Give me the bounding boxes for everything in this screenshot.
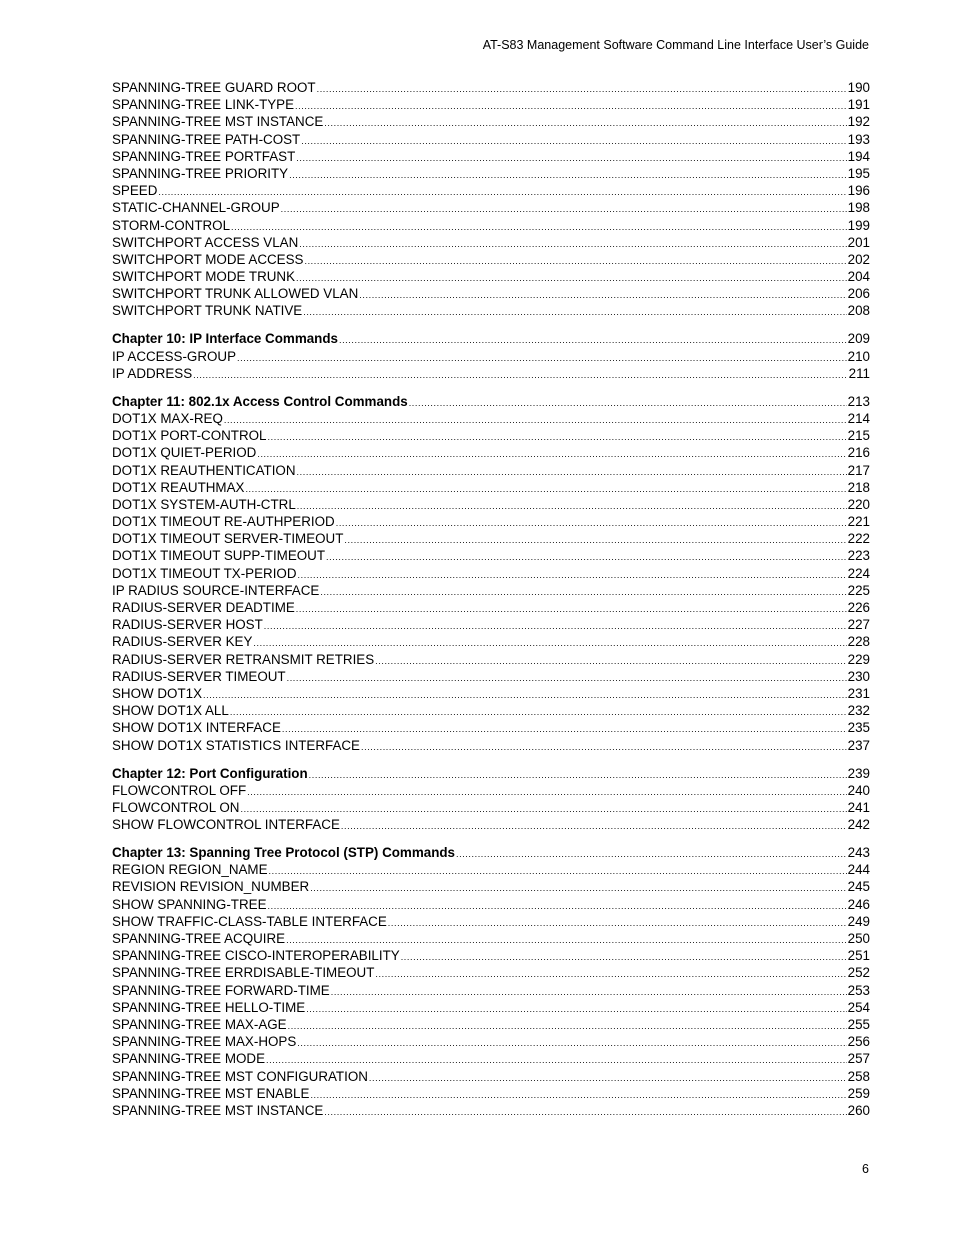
dot-leader (388, 915, 847, 930)
page-ref: 239 (847, 765, 870, 781)
page-ref: 243 (847, 845, 870, 861)
toc-entry[interactable] (112, 651, 870, 668)
page-ref: 217 (847, 462, 870, 478)
page-ref: 221 (847, 514, 870, 530)
entry-title: DOT1X SYSTEM-AUTH-CTRL (112, 496, 296, 512)
page-ref: 194 (847, 148, 870, 164)
dot-leader (288, 1018, 847, 1033)
dot-leader (257, 446, 846, 461)
toc-entry[interactable] (112, 547, 870, 564)
toc-entry[interactable] (112, 633, 870, 650)
dot-leader (298, 567, 847, 582)
page-ref: 210 (847, 348, 870, 364)
dot-leader (317, 81, 847, 96)
page-ref: 225 (847, 582, 870, 598)
entry-title: IP ADDRESS (112, 365, 193, 381)
page-ref: 231 (847, 685, 870, 701)
toc-entry[interactable] (112, 444, 870, 461)
dot-leader (296, 601, 847, 616)
dot-leader (306, 1001, 846, 1016)
dot-leader (339, 332, 847, 347)
dot-leader (230, 704, 847, 719)
toc-entry[interactable] (112, 96, 870, 113)
toc-entry[interactable] (112, 427, 870, 444)
dot-leader (324, 115, 846, 130)
page-ref: 235 (847, 720, 870, 736)
entry-title: SHOW TRAFFIC-CLASS-TABLE INTERFACE (112, 913, 387, 929)
entry-title: SPANNING-TREE GUARD ROOT (112, 80, 316, 95)
page-ref: 242 (847, 817, 870, 833)
toc-entry[interactable] (112, 964, 870, 981)
entry-title: SPANNING-TREE PORTFAST (112, 148, 296, 164)
toc-entry[interactable] (112, 165, 870, 182)
dot-leader (203, 687, 847, 702)
dot-leader (304, 253, 846, 268)
dot-leader (253, 635, 846, 650)
dot-leader (401, 949, 847, 964)
toc-entry[interactable] (112, 685, 870, 702)
entry-title: DOT1X TIMEOUT RE-AUTHPERIOD (112, 514, 335, 530)
page-ref: 237 (847, 737, 870, 753)
page-ref: 202 (847, 251, 870, 267)
page-ref: 230 (847, 668, 870, 684)
dot-leader (361, 739, 847, 754)
toc-entry[interactable] (112, 285, 870, 302)
chapter-title: Chapter 10: IP Interface Commands (112, 331, 338, 347)
entry-title: RADIUS-SERVER HOST (112, 617, 263, 633)
entry-title: STORM-CONTROL (112, 217, 231, 233)
entry-title: DOT1X TIMEOUT SUPP-TIMEOUT (112, 548, 326, 564)
page-ref: 191 (847, 97, 870, 113)
page-ref: 252 (847, 965, 870, 981)
page-ref: 214 (847, 410, 870, 426)
toc-entry[interactable] (112, 199, 870, 216)
dot-leader (247, 784, 847, 799)
page-ref: 204 (847, 269, 870, 285)
entry-title: IP RADIUS SOURCE-INTERFACE (112, 582, 320, 598)
toc-entry[interactable] (112, 113, 870, 130)
toc-section (112, 79, 870, 320)
toc-entry[interactable] (112, 982, 870, 999)
entry-title: SPANNING-TREE MST INSTANCE (112, 114, 324, 130)
page-ref: 226 (847, 600, 870, 616)
entry-title: SPANNING-TREE HELLO-TIME (112, 999, 306, 1015)
dot-leader (268, 898, 847, 913)
dot-leader (301, 133, 846, 148)
entry-title: SPANNING-TREE MST INSTANCE (112, 1102, 324, 1118)
page-ref: 224 (847, 565, 870, 581)
entry-title: SPANNING-TREE MST ENABLE (112, 1085, 310, 1101)
toc-entry[interactable] (112, 947, 870, 964)
page-ref: 227 (847, 617, 870, 633)
toc-entry[interactable] (112, 582, 870, 599)
dot-leader (158, 184, 846, 199)
toc-entry[interactable] (112, 930, 870, 947)
page-ref: 195 (847, 165, 870, 181)
dot-leader (268, 429, 847, 444)
toc-entry[interactable] (112, 251, 870, 268)
toc-entry[interactable] (112, 268, 870, 285)
dot-leader (296, 270, 847, 285)
toc-entry[interactable] (112, 365, 870, 382)
entry-title: FLOWCONTROL OFF (112, 782, 247, 798)
entry-title: RADIUS-SERVER TIMEOUT (112, 668, 286, 684)
dot-leader (331, 984, 847, 999)
page-ref: 220 (847, 496, 870, 512)
dot-leader (324, 1104, 846, 1119)
toc-entry[interactable] (112, 616, 870, 633)
page-ref: 198 (847, 200, 870, 216)
dot-leader (297, 1035, 846, 1050)
entry-title: SPANNING-TREE FORWARD-TIME (112, 982, 330, 998)
entry-title: DOT1X MAX-REQ (112, 410, 223, 426)
page-ref: 256 (847, 1034, 870, 1050)
page-number: 6 (862, 1162, 869, 1176)
entry-title: STATIC-CHANNEL-GROUP (112, 200, 280, 216)
toc-entry[interactable] (112, 782, 870, 799)
page-ref: 223 (847, 548, 870, 564)
chapter-title: Chapter 13: Spanning Tree Protocol (STP) Commands (112, 845, 455, 861)
page-ref: 240 (847, 782, 870, 798)
entry-title: SPANNING-TREE CISCO-INTEROPERABILITY (112, 948, 400, 964)
toc-entry[interactable] (112, 148, 870, 165)
toc-entry[interactable] (112, 1068, 870, 1085)
dot-leader (299, 236, 846, 251)
entry-title: DOT1X REAUTHMAX (112, 479, 245, 495)
page-ref: 254 (847, 999, 870, 1015)
dot-leader (269, 863, 847, 878)
toc-entry[interactable] (112, 182, 870, 199)
page-ref: 216 (847, 445, 870, 461)
toc-entry[interactable] (112, 896, 870, 913)
dot-leader (231, 219, 847, 234)
toc-section (112, 765, 870, 834)
dot-leader (369, 1070, 847, 1085)
dot-leader (264, 618, 847, 633)
toc-entry[interactable] (112, 861, 870, 878)
toc-entry[interactable] (112, 565, 870, 582)
dot-leader (295, 98, 847, 113)
dot-leader (320, 584, 846, 599)
dot-leader (281, 201, 847, 216)
entry-title: SHOW FLOWCONTROL INTERFACE (112, 817, 340, 833)
toc-entry[interactable] (112, 816, 870, 833)
dot-leader (309, 767, 847, 782)
page-ref: 201 (847, 234, 870, 250)
dot-leader (375, 653, 847, 668)
toc-entry[interactable] (112, 719, 870, 736)
table-of-contents (112, 79, 870, 1119)
dot-leader (310, 1087, 846, 1102)
dot-leader (310, 880, 846, 895)
entry-title: DOT1X TIMEOUT TX-PERIOD (112, 565, 297, 581)
entry-title: SHOW DOT1X ALL (112, 703, 229, 719)
entry-title: RADIUS-SERVER KEY (112, 634, 253, 650)
entry-title: SHOW SPANNING-TREE (112, 896, 267, 912)
entry-title: SPANNING-TREE ERRDISABLE-TIMEOUT (112, 965, 375, 981)
page-ref: 222 (847, 531, 870, 547)
dot-leader (282, 721, 847, 736)
page-ref: 258 (847, 1068, 870, 1084)
page-ref: 192 (847, 114, 870, 130)
entry-title: REVISION REVISION_NUMBER (112, 879, 310, 895)
entry-title: REGION REGION_NAME (112, 862, 268, 878)
entry-title: SWITCHPORT ACCESS VLAN (112, 234, 299, 250)
dot-leader (297, 498, 847, 513)
page-ref: 244 (847, 862, 870, 878)
toc-chapter-heading[interactable] (112, 330, 870, 347)
entry-title: DOT1X PORT-CONTROL (112, 428, 267, 444)
toc-entry[interactable] (112, 737, 870, 754)
page-ref: 193 (847, 131, 870, 147)
dot-leader (266, 1052, 847, 1067)
running-header: AT-S83 Management Software Command Line Interface User’s Guide (482, 38, 869, 52)
toc-entry[interactable] (112, 496, 870, 513)
toc-entry[interactable] (112, 702, 870, 719)
entry-title: SPANNING-TREE MODE (112, 1051, 266, 1067)
toc-entry[interactable] (112, 217, 870, 234)
toc-entry[interactable] (112, 878, 870, 895)
entry-title: SPANNING-TREE ACQUIRE (112, 931, 286, 946)
dot-leader (303, 304, 846, 319)
page-ref: 209 (847, 331, 870, 347)
dot-leader (287, 670, 847, 685)
toc-entry[interactable] (112, 599, 870, 616)
toc-entry[interactable] (112, 1085, 870, 1102)
entry-title: DOT1X TIMEOUT SERVER-TIMEOUT (112, 531, 344, 547)
dot-leader (341, 818, 847, 833)
dot-leader (344, 532, 846, 547)
toc-entry[interactable] (112, 1102, 870, 1119)
dot-leader (297, 464, 847, 479)
page-ref: 196 (847, 183, 870, 199)
toc-entry[interactable] (112, 668, 870, 685)
page-ref: 232 (847, 703, 870, 719)
toc-entry[interactable] (112, 234, 870, 251)
entry-title: SPANNING-TREE MAX-HOPS (112, 1034, 297, 1050)
page-ref: 251 (847, 948, 870, 964)
toc-entry[interactable] (112, 462, 870, 479)
dot-leader (286, 932, 847, 947)
dot-leader (245, 481, 846, 496)
dot-leader (224, 412, 847, 427)
dot-leader (359, 287, 846, 302)
dot-leader (237, 350, 847, 365)
toc-entry[interactable] (112, 479, 870, 496)
entry-title: SHOW DOT1X (112, 685, 203, 701)
toc-section (112, 393, 870, 754)
toc-section (112, 330, 870, 382)
toc-entry[interactable] (112, 513, 870, 530)
page-ref: 218 (847, 479, 870, 495)
entry-title: DOT1X QUIET-PERIOD (112, 445, 257, 461)
page-ref: 253 (847, 982, 870, 998)
entry-title: SPANNING-TREE PATH-COST (112, 131, 301, 147)
dot-leader (193, 367, 848, 382)
entry-title: SWITCHPORT TRUNK ALLOWED VLAN (112, 286, 359, 302)
dot-leader (326, 549, 847, 564)
page-ref: 228 (847, 634, 870, 650)
dot-leader (375, 966, 846, 981)
toc-section (112, 844, 870, 1119)
entry-title: SPANNING-TREE MAX-AGE (112, 1016, 287, 1032)
toc-entry[interactable] (112, 1016, 870, 1033)
toc-entry[interactable] (112, 131, 870, 148)
page-ref: 246 (847, 896, 870, 912)
entry-title: IP ACCESS-GROUP (112, 348, 237, 364)
entry-title: SPEED (112, 183, 158, 199)
dot-leader (296, 150, 846, 165)
entry-title: DOT1X REAUTHENTICATION (112, 462, 296, 478)
page-ref: 199 (847, 217, 870, 233)
chapter-title: Chapter 12: Port Configuration (112, 765, 308, 781)
entry-title: SWITCHPORT MODE TRUNK (112, 269, 296, 285)
chapter-title: Chapter 11: 802.1x Access Control Commands (112, 393, 408, 409)
dot-leader (456, 846, 847, 861)
page-ref: 249 (847, 913, 870, 929)
dot-leader (240, 801, 846, 816)
toc-entry[interactable] (112, 410, 870, 427)
toc-entry[interactable] (112, 799, 870, 816)
page-ref: 190 (847, 80, 870, 95)
page-ref: 257 (847, 1051, 870, 1067)
entry-title: FLOWCONTROL ON (112, 799, 240, 815)
page-ref: 260 (847, 1102, 870, 1118)
page-ref: 255 (847, 1016, 870, 1032)
page-ref: 245 (847, 879, 870, 895)
toc-chapter-heading[interactable] (112, 393, 870, 410)
toc-entry[interactable] (112, 1050, 870, 1067)
toc-entry[interactable] (112, 1033, 870, 1050)
page-ref: 215 (847, 428, 870, 444)
entry-title: SHOW DOT1X STATISTICS INTERFACE (112, 737, 360, 753)
page-ref: 213 (847, 393, 870, 409)
page-ref: 250 (847, 931, 870, 946)
entry-title: SPANNING-TREE PRIORITY (112, 165, 289, 181)
entry-title: SPANNING-TREE LINK-TYPE (112, 97, 295, 113)
entry-title: SHOW DOT1X INTERFACE (112, 720, 281, 736)
page-ref: 211 (848, 365, 870, 381)
toc-chapter-heading[interactable] (112, 844, 870, 861)
entry-title: SWITCHPORT MODE ACCESS (112, 251, 304, 267)
dot-leader (289, 167, 847, 182)
toc-entry[interactable] (112, 999, 870, 1016)
dot-leader (336, 515, 847, 530)
entry-title: SPANNING-TREE MST CONFIGURATION (112, 1068, 368, 1084)
entry-title: RADIUS-SERVER DEADTIME (112, 600, 295, 616)
toc-entry[interactable] (112, 302, 870, 319)
page-ref: 208 (847, 303, 870, 319)
page-ref: 206 (847, 286, 870, 302)
page-ref: 229 (847, 651, 870, 667)
toc-entry[interactable] (112, 913, 870, 930)
page-ref: 259 (847, 1085, 870, 1101)
toc-entry[interactable] (112, 348, 870, 365)
toc-chapter-heading[interactable] (112, 765, 870, 782)
toc-entry[interactable] (112, 530, 870, 547)
entry-title: SWITCHPORT TRUNK NATIVE (112, 303, 303, 319)
entry-title: RADIUS-SERVER RETRANSMIT RETRIES (112, 651, 375, 667)
dot-leader (409, 395, 847, 410)
page-ref: 241 (847, 799, 870, 815)
toc-entry[interactable] (112, 79, 870, 96)
